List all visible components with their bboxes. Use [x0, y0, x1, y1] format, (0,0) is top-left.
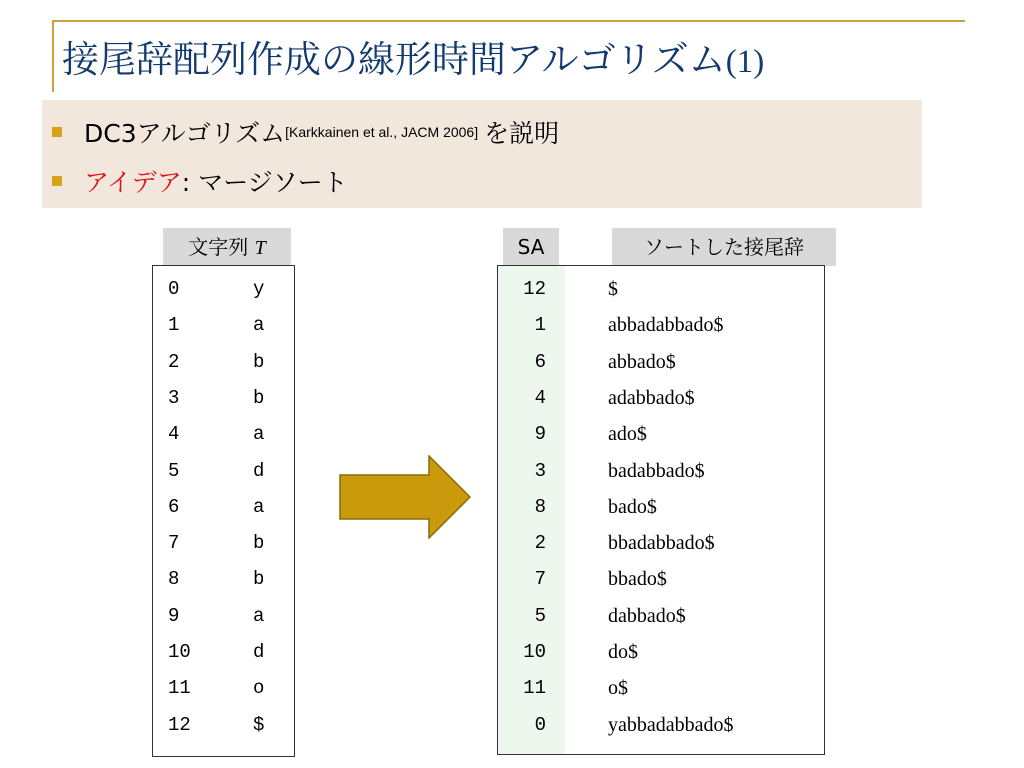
- row-char: o: [253, 677, 265, 700]
- table-row: [153, 599, 294, 634]
- row-sa-value: 2: [534, 532, 546, 555]
- row-index: 12: [168, 713, 191, 736]
- table-row: [498, 454, 824, 489]
- string-table: [152, 265, 295, 757]
- table-row: [153, 417, 294, 452]
- bullet-1-citation: [Karkkainen et al., JACM 2006]: [285, 124, 479, 140]
- table-row: [153, 381, 294, 416]
- row-suffix: badabbado$: [608, 459, 705, 482]
- row-char: b: [253, 350, 265, 373]
- sorted-suffix-header: ソートした接尾辞: [612, 228, 836, 266]
- row-suffix: $: [608, 278, 618, 300]
- row-sa-value: 6: [534, 350, 546, 373]
- row-suffix: dabbado$: [608, 604, 686, 627]
- table-row: [498, 635, 824, 670]
- row-sa-value: 5: [534, 604, 546, 627]
- square-bullet-icon: [52, 127, 62, 137]
- row-char: y: [253, 278, 265, 300]
- slide-title: [62, 30, 764, 90]
- row-char: b: [253, 386, 265, 409]
- table-row: [153, 671, 294, 706]
- table-row: [498, 308, 824, 343]
- row-char: a: [253, 423, 265, 446]
- table-row: [498, 490, 824, 525]
- right-arrow-icon: [339, 455, 471, 539]
- row-index: 6: [168, 495, 180, 518]
- row-index: 2: [168, 350, 180, 373]
- row-char: d: [253, 459, 265, 482]
- title-main: 接尾辞配列作成の線形時間アルゴリズム: [62, 38, 726, 81]
- row-suffix: ado$: [608, 423, 647, 446]
- table-row: [498, 417, 824, 452]
- row-suffix: o$: [608, 677, 628, 700]
- table-row: [498, 671, 824, 706]
- row-suffix: yabbadabbado$: [608, 713, 734, 736]
- table-row: [498, 381, 824, 416]
- row-char: a: [253, 604, 265, 627]
- table-row: [498, 526, 824, 561]
- row-sa-value: 0: [534, 713, 546, 736]
- table-row: [153, 345, 294, 380]
- title-suffix: (1): [725, 44, 765, 80]
- row-sa-value: 9: [534, 423, 546, 446]
- table-row: [153, 562, 294, 597]
- bullet-1-suffix: を説明: [484, 119, 560, 148]
- row-sa-value: 11: [523, 677, 546, 700]
- row-index: 11: [168, 677, 191, 700]
- table-row: [153, 526, 294, 561]
- table-row: [153, 272, 294, 307]
- row-index: 0: [168, 278, 180, 300]
- table-row: [498, 708, 824, 743]
- bullet-2-highlight: アイデア: [84, 168, 182, 197]
- row-index: 1: [168, 314, 180, 337]
- row-suffix: do$: [608, 641, 638, 663]
- table-row: [153, 490, 294, 525]
- row-suffix: abbadabbado$: [608, 314, 724, 337]
- table-row: [498, 599, 824, 634]
- row-char: d: [253, 641, 265, 663]
- string-header: [163, 228, 291, 266]
- bullet-2-rest: : マージソート: [181, 168, 348, 197]
- row-index: 3: [168, 386, 180, 409]
- bullet-item-1: [52, 113, 559, 151]
- row-char: b: [253, 532, 265, 555]
- row-sa-value: 12: [523, 278, 546, 300]
- row-index: 5: [168, 459, 180, 482]
- table-row: [153, 708, 294, 743]
- suffix-array-table: [497, 265, 825, 755]
- row-index: 10: [168, 641, 191, 663]
- row-char: a: [253, 314, 265, 337]
- row-char: a: [253, 495, 265, 518]
- table-row: [153, 635, 294, 670]
- row-sa-value: 3: [534, 459, 546, 482]
- row-sa-value: 1: [534, 314, 546, 337]
- table-row: [153, 308, 294, 343]
- row-suffix: bbadabbado$: [608, 532, 715, 555]
- row-index: 4: [168, 423, 180, 446]
- table-row: [498, 562, 824, 597]
- row-sa-value: 7: [534, 568, 546, 591]
- table-row: [498, 345, 824, 380]
- row-sa-value: 8: [534, 495, 546, 518]
- bullet-1-prefix: DC3アルゴリズム: [84, 119, 286, 148]
- row-char: $: [253, 713, 265, 736]
- table-row: [498, 272, 824, 307]
- row-char: b: [253, 568, 265, 591]
- row-sa-value: 10: [523, 641, 546, 663]
- row-sa-value: 4: [534, 386, 546, 409]
- row-suffix: bado$: [608, 495, 657, 518]
- sa-header: SA: [503, 228, 559, 266]
- square-bullet-icon: [52, 176, 62, 186]
- row-suffix: adabbado$: [608, 386, 695, 409]
- row-index: 8: [168, 568, 180, 591]
- row-suffix: bbado$: [608, 568, 667, 591]
- row-index: 9: [168, 604, 180, 627]
- string-header-label: 文字列: [188, 235, 255, 259]
- row-index: 7: [168, 532, 180, 555]
- bullet-item-2: [52, 162, 348, 200]
- string-header-var: T: [254, 237, 266, 259]
- table-row: [153, 454, 294, 489]
- row-suffix: abbado$: [608, 350, 676, 373]
